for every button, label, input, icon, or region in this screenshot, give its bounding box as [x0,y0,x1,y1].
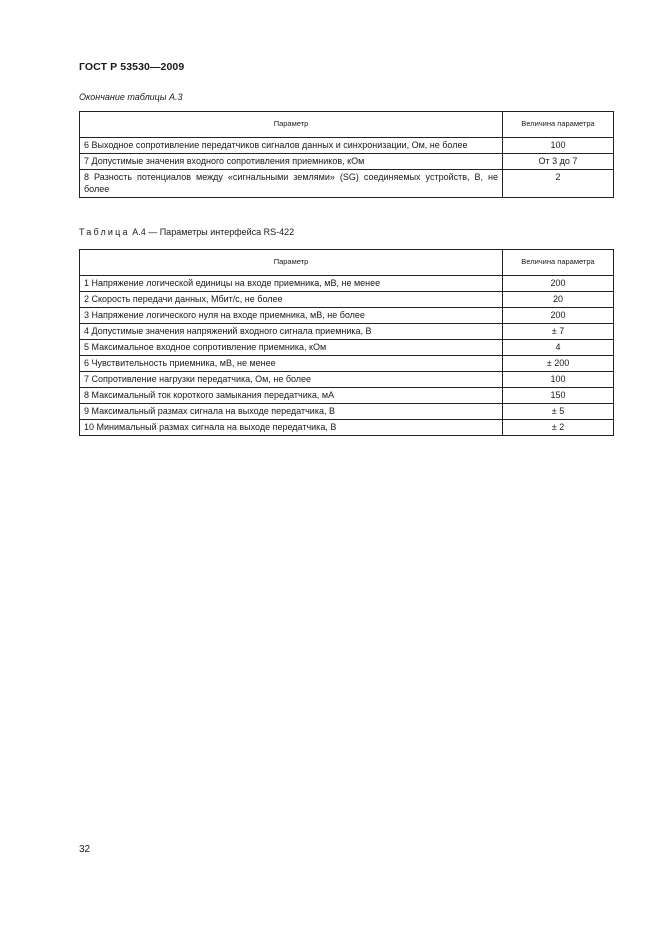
table-header-row [80,112,614,138]
table-row [80,154,614,170]
table-row [80,276,614,292]
value-cell: 4 [503,340,614,356]
table-a4 [79,249,614,436]
table-row [80,356,614,372]
value-cell: ± 5 [503,404,614,420]
value-cell: ± 2 [503,420,614,436]
parameter-cell: 7 Допустимые значения входного сопротивления приемников, кОм [80,154,503,170]
table-row [80,372,614,388]
table-a4-caption-label: Таблица [79,227,130,237]
value-cell: От 3 до 7 [503,154,614,170]
value-cell: 200 [503,308,614,324]
table-a4-caption [79,227,294,237]
parameter-cell: 6 Выходное сопротивление передатчиков сигналов данных и синхронизации, Ом, не более [80,138,503,154]
parameter-cell: 10 Минимальный размах сигнала на выходе передатчика, В [80,420,503,436]
parameter-cell: 9 Максимальный размах сигнала на выходе передатчика, В [80,404,503,420]
parameter-cell: 3 Напряжение логического нуля на входе приемника, мВ, не более [80,308,503,324]
value-cell: 2 [503,170,614,198]
table-row [80,340,614,356]
value-cell: 200 [503,276,614,292]
document-header: ГОСТ Р 53530—2009 [79,61,185,73]
table-row [80,324,614,340]
table-row [80,292,614,308]
column-header-value: Величина параметра [503,250,614,276]
value-cell: ± 7 [503,324,614,340]
table-row [80,308,614,324]
column-header-parameter: Параметр [80,112,503,138]
value-cell: ± 200 [503,356,614,372]
column-header-value: Величина параметра [503,112,614,138]
column-header-parameter: Параметр [80,250,503,276]
value-cell: 100 [503,372,614,388]
parameter-cell: 8 Максимальный ток короткого замыкания передатчика, мА [80,388,503,404]
table-row [80,170,614,198]
parameter-cell: 6 Чувствительность приемника, мВ, не менее [80,356,503,372]
parameter-cell: 4 Допустимые значения напряжений входного сигнала приемника, В [80,324,503,340]
value-cell: 100 [503,138,614,154]
parameter-cell: 1 Напряжение логической единицы на входе приемника, мВ, не менее [80,276,503,292]
table-row [80,420,614,436]
table-row [80,138,614,154]
table-row [80,404,614,420]
parameter-cell: 5 Максимальное входное сопротивление приемника, кОм [80,340,503,356]
parameter-cell: 8 Разность потенциалов между «сигнальными землями» (SG) соединяемых устройств, В, не более [80,170,503,198]
table-a3 [79,111,614,198]
table-header-row [80,250,614,276]
value-cell: 150 [503,388,614,404]
parameter-cell: 7 Сопротивление нагрузки передатчика, Ом, не более [80,372,503,388]
table-a3-caption: Окончание таблицы А.3 [79,92,183,102]
parameter-cell: 2 Скорость передачи данных, Мбит/с, не более [80,292,503,308]
value-cell: 20 [503,292,614,308]
page-number: 32 [79,844,91,855]
table-row [80,388,614,404]
table-a4-caption-title: А.4 — Параметры интерфейса RS-422 [129,227,295,237]
